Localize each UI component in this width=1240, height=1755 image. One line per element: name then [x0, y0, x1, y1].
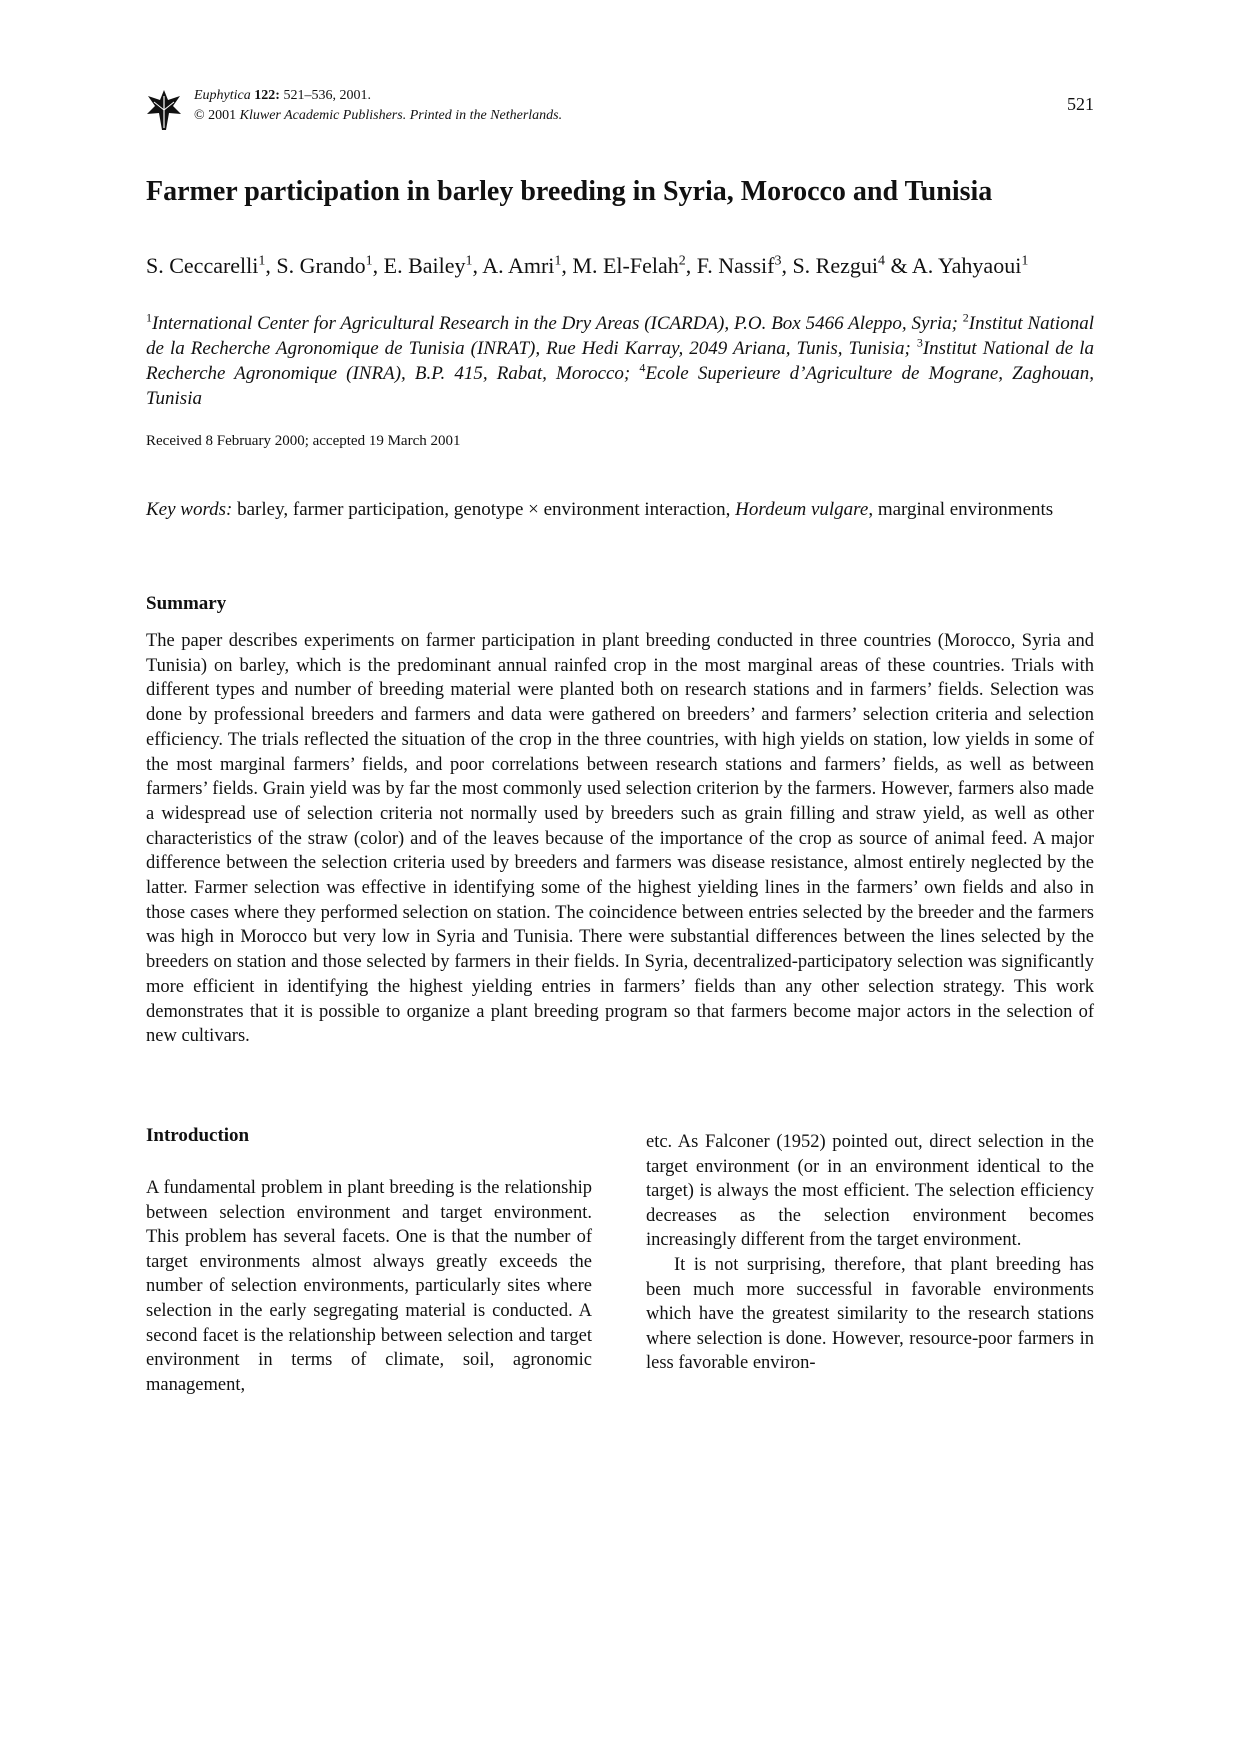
affiliation-text: International Center for Agricultural Research in the Dry Areas (ICARDA), P.O. Box 5466 Aleppo, Syria; [152, 313, 963, 334]
introduction-heading: Introduction [146, 1125, 250, 1146]
received-dates: Received 8 February 2000; accepted 19 March 2001 [146, 433, 461, 449]
summary-heading: Summary [146, 593, 227, 614]
summary-text: The paper describes experiments on farmer participation in plant breeding conducted in three countries (Morocco, Syria and Tunisia) on barley, which is the predominant annual rainfed crop in the most marginal areas of these countries. Trials with different types and number of breeding material were planted both on research stations and in farmers’ fields. Selection was done by professional breeders and farmers and data were gathered on breeders’ and farmers’ selection criteria and selection efficiency. The trials reflected the situation of the crop in the three countries, with high yields on station, low yields in some of the most marginal farmers’ fields, and poor correlations between research stations and farmers’ fields, as well as between farmers’ fields. Grain yield was by far the most commonly used selection criterion by the farmers. However, farmers also made a widespread use of selection criteria not normally used by breeders such as grain filling and straw yield, as well as other characteristics of the straw (color) and of the leaves because of the importance of the crop as source of animal feed. A major difference between the selection criteria used by breeders and farmers was disease resistance, almost entirely neglected by the latter. Farmer selection was effective in identifying some of the highest yielding lines in the farmers’ own fields and also in those cases where they performed selection on station. The coincidence between entries selected by the breeder and the farmers was high in Morocco but very low in Syria and Tunisia. There were substantial differences between the lines selected by the breeders on station and those selected by farmers in their fields. In Syria, decentralized-participatory selection was significantly more efficient in identifying the highest yielding entries in farmers’ fields than any other selection strategy. This work demonstrates that it is possible to organize a plant breeding program so that farmers become major actors in the selection of new cultivars. [146, 631, 1094, 1047]
author-affiliation-number: 2 [678, 253, 686, 269]
keywords-part2: , marginal environments [868, 499, 1054, 520]
affiliation-text: Ecole Superieure d’Agriculture de Mograne, Zaghouan, Tunisia [146, 363, 1094, 409]
right-column [646, 1130, 1094, 1376]
left-column [146, 1124, 592, 1397]
article-title: Farmer participation in barley breeding in Syria, Morocco and Tunisia [146, 176, 993, 207]
keywords [146, 497, 1094, 522]
author-name: S. Rezgui [792, 253, 878, 278]
affiliation-number: 4 [639, 360, 646, 375]
author-separator: , [561, 253, 573, 278]
journal-citation [194, 86, 562, 106]
affiliation-text: Institut National de la Recherche Agronomique (INRA), B.P. 415, Rabat, Morocco; [146, 338, 1094, 384]
author-affiliation-number: 1 [554, 253, 562, 269]
author-affiliation-number: 4 [878, 253, 885, 269]
copyright-text: © 2001 [194, 108, 240, 123]
author-name: S. Ceccarelli [146, 253, 259, 278]
author-affiliation-number: 1 [365, 253, 373, 269]
publisher-name: Kluwer Academic Publishers. [239, 108, 407, 123]
author-name: A. Amri [482, 253, 555, 278]
affiliation-number: 2 [962, 310, 969, 325]
author-name: E. Bailey [383, 253, 466, 278]
author-name: M. El-Felah [572, 253, 679, 278]
introduction-paragraph-2: etc. As Falconer (1952) pointed out, direct selection in the target environment (or in an environment identical to the target) is always the most efficient. The selection efficiency decreases as the selection environment becomes increasingly different from the target environment. [646, 1132, 1094, 1251]
author-affiliation-number: 1 [465, 253, 473, 269]
keywords-label: Key words: [146, 499, 233, 520]
author-separator: , [685, 253, 697, 278]
affiliation-list [146, 311, 1094, 411]
author-name: A. Yahyaoui [911, 253, 1022, 278]
author-separator: , [472, 253, 483, 278]
author-affiliation-number: 1 [258, 253, 266, 269]
journal-name: Euphytica [194, 88, 251, 103]
author-name: F. Nassif [696, 253, 775, 278]
affiliation-number: 1 [146, 310, 152, 325]
author-name: S. Grando [276, 253, 366, 278]
keywords-part1: barley, farmer participation, genotype × environment interaction, [232, 499, 736, 520]
journal-copyright [194, 106, 562, 126]
introduction-paragraph-1: A fundamental problem in plant breeding is the relationship between selection environment and target environment. This problem has several facets. One is that the number of target environments almost always greatly exceeds the number of selection environments, particularly sites where selection in the early segregating material is conducted. A second facet is the relationship between selection and target environment in terms of climate, soil, agronomic management, [146, 1178, 592, 1395]
affiliation-number: 3 [916, 335, 923, 350]
introduction-paragraph-3: It is not surprising, therefore, that plant breeding has been much more successful in favorable environments which have the greatest similarity to the research stations where selection is done. However, resource-poor farmers in less favorable environ- [646, 1254, 1094, 1374]
author-list [146, 252, 1094, 280]
journal-pages-year: 521–536, 2001. [279, 88, 371, 103]
journal-info [194, 86, 562, 126]
affiliation-text: Institut National de la Recherche Agronomique de Tunisia (INRAT), Rue Hedi Karray, 2049 Ariana, Tunis, Tunisia; [146, 313, 1094, 359]
author-affiliation-number: 1 [1021, 253, 1029, 269]
author-separator: , [372, 253, 384, 278]
page-number: 521 [1067, 94, 1094, 114]
author-separator: & [885, 253, 912, 278]
author-separator: , [781, 253, 793, 278]
printed-location: Printed in the Netherlands. [406, 108, 563, 123]
journal-volume: 122: [254, 88, 280, 103]
author-affiliation-number: 3 [774, 253, 782, 269]
page-header [146, 86, 1094, 136]
keywords-species: Hordeum vulgare [735, 499, 869, 520]
author-separator: , [265, 253, 277, 278]
publisher-logo-icon [146, 88, 182, 132]
